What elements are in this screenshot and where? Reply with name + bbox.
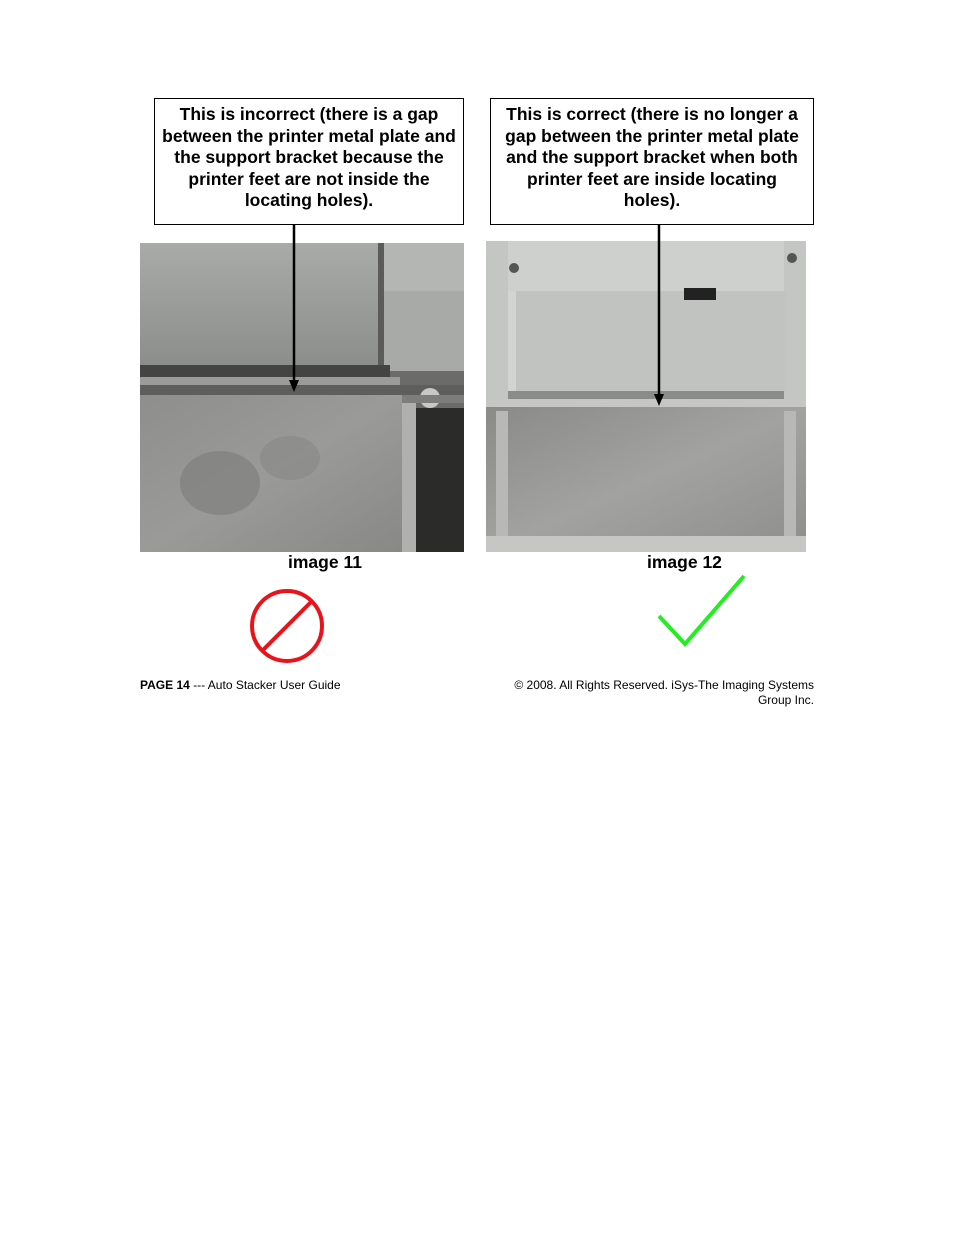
checkmark-icon [654, 572, 748, 650]
callout-correct: This is correct (there is no longer a gap between the printer metal plate and the support bracket when both printer feet are inside locating holes). [490, 98, 814, 225]
pointer-arrow-correct [649, 224, 669, 408]
prohibited-icon [248, 587, 326, 665]
guide-title: --- Auto Stacker User Guide [189, 678, 341, 692]
photo-correct-fit [486, 241, 806, 552]
footer-copyright: © 2008. All Rights Reserved. iSys-The Imaging Systems Group Inc. [514, 678, 814, 707]
page-number: PAGE 14 [140, 678, 190, 692]
callout-incorrect: This is incorrect (there is a gap between the printer metal plate and the support bracket because the printer feet are not inside the locating holes). [154, 98, 464, 225]
caption-image-12: image 12 [647, 552, 722, 572]
pointer-arrow-incorrect [284, 224, 304, 394]
footer-page-label [140, 678, 341, 693]
caption-image-11: image 11 [288, 552, 362, 572]
